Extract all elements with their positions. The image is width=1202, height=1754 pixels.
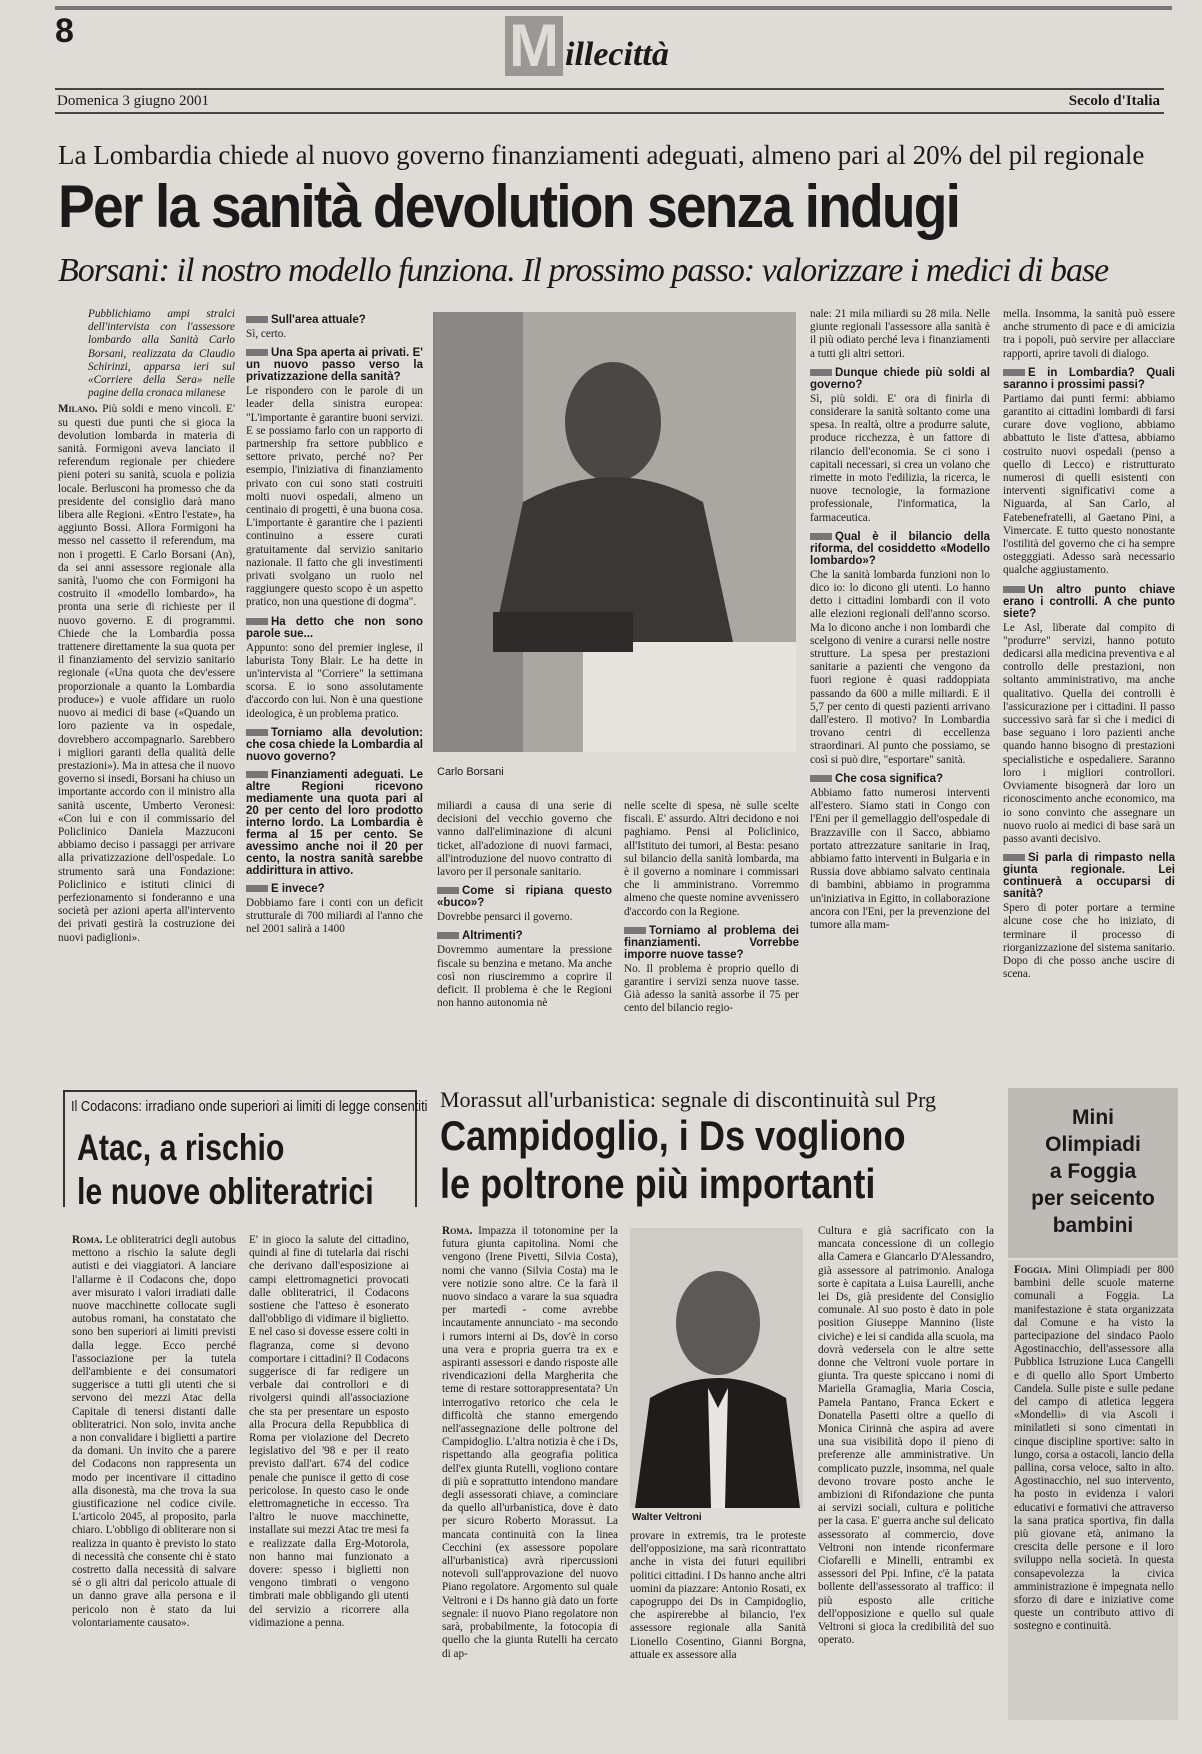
answer: Partiamo dai punti fermi: abbiamo garantito ai cittadini lombardi di farsi curare dove vogliono, abbiamo abbattuto le liste d'attesa, abbiamo costruito nuovi ospedali (penso a quello di Lecco) e ristrutturato numerosi di quelli esistenti con interventi significativi come a Niguarda, al San Carlo, al Fatebenefratelli, al Gaetano Pini, a Vimercate. E tutto questo nonostante l'ostilità del governo che ci ha sempre ostegggiati. Adesso sarà necessario qualche aggiustamento.: [1003, 392, 1175, 577]
main-subheadline: Borsani: il nostro modello funziona. Il prossimo passo: valorizzare i medici di base: [58, 252, 1109, 289]
answer-bold: Finanziamenti adeguati. Le altre Regioni ricevono mediamente una quota pari al 20 per cento del loro prodotto interno lordo. La Lombardia è ferma al 15 per cento. Se avessimo anche noi il 20 per cento, la nostra sanità sarebbe addirittura in attivo.: [246, 768, 423, 877]
question: Una Spa aperta ai privati. E' un nuovo passo verso la privatizzazione della sanità?: [246, 347, 423, 384]
question: Sull'area attuale?: [246, 314, 423, 326]
photo-walter-veltroni: [630, 1228, 803, 1508]
question: Che cosa significa?: [810, 773, 990, 785]
main-overtitle: La Lombardia chiede al nuovo governo finanziamenti adeguati, almeno pari al 20% del pil regionale: [58, 140, 1145, 170]
campidoglio-col-1: Roma. Impazza il totonomine per la futura giunta capitolina. Nomi che vengono (Irene Pivetti, Silvia Costa), nomi che vanno (Silvia Costa) ma le vere notizie sono altre. Ce la farà il nuovo sindaco a varare la sua squadra per martedì - come avrebbe incautamente annunciato - ma secondo i rumors interni ai Ds, dov'è in corso una vera e propria guerra tra ex e aspiranti assessori e dando risposte alle rivendicazioni della Margherita che teme di restare sottorappresentata? Un interrogativo retorico che cela le difficoltà che stanno emergendo nell'assegnazione delle poltrone del Campidoglio. L'altra notizia è che i Ds, rispettando alla geografia politica dell'ex giunta Rutelli, vogliono contare di più e soprattutto intendono mandare degli assessorati chiave, a cominciare da quello all'urbanistica, dove è dato per sicuro Roberto Morassut. La mancata continuità con la linea Cecchini (ex assessore popolare all'urbanistica) avrà ripercussioni notevoli sull'approvazione del nuovo Piano regolatore. Argomento sul quale Veltroni e i Ds hanno già dato un forte segnale: il nuovo Piano regolatore non sarà, probabilmente, la fotocopia di quello che la giunta Rutelli ha cercato di ap-: [442, 1225, 618, 1660]
answer: Dobbiamo fare i conti con un deficit strutturale di 700 miliardi al l'anno che nel 2001 salirà a 1400: [246, 896, 423, 936]
campidoglio-col-2: provare in extremis, tra le proteste dell'opposizione, ma sarà ricontrattato anche in vista dei futuri equilibri politici cittadini. I Ds hanno anche altri uomini da piazzare: Antonio Rosati, ex capogruppo dei Ds in Campidoglio, che aspirerebbe al bilancio, l'ex assessore regionale alla Sanità Lionello Cosentino, Gianni Borgna, attuale ex assessore alla: [630, 1530, 806, 1661]
campidoglio-col-3: Cultura e già sacrificato con la mancata concessione di un collegio alla Camera e Giancarlo D'Alessandro, già assessore al patrimonio. Analoga sorte è capitata a Luisa Laurelli, anche lei Ds, già presidente del Consiglio comunale. Al suo posto è dato in pole position Giuseppe Mannino (liste civiche) e lei si candida alla scuola, ma dovrà vedersela con le altre sette donne che Veltroni vuole portare in giunta. Tra queste spiccano i nomi di Mariella Gramaglia, Maria Coscia, Pamela Pantano, Franca Eckert e Donatella Pasetti oltre a quello di Monica Cirinnà che aspira ad avere una sua visibilità dopo il pieno di preferenze alle amministrative. Un complicato puzzle, insomma, nel quale devono trovare posto anche le ambizioni di Rifondazione che punta ai servizi sociali, cultura e politiche per la casa. E' guerra anche sul delicato assessorato al commercio, dove Veltroni non intende riconfermare Ciofarelli e Minelli, entrambi ex assessori del Ppi. Infine, c'è la patata bollente dell'assessorato al traffico: il più esposto alle critiche dell'opposizione e quello sul quale Veltroni si gioca la credibilità del suo operato.: [818, 1225, 994, 1647]
question: Qual è il bilancio della riforma, del cosiddetto «Modello lombardo»?: [810, 530, 990, 567]
question: E invece?: [246, 883, 423, 895]
photo-carlo-borsani: [433, 312, 796, 752]
question: Si parla di rimpasto nella giunta regionale. Lei continuerà a occuparsi di sanità?: [1003, 852, 1175, 901]
question: E in Lombardia? Quali saranno i prossimi passi?: [1003, 366, 1175, 391]
answer: Appunto: sono del premier inglese, il laburista Tony Blair. Le ha dette in un'intervista al "Corriere" la settimana scorsa. E io sono assolutamente d'accordo con lui. Non è una questione ideologica, è un problema pratico.: [246, 641, 423, 720]
photo-caption: Carlo Borsani: [437, 766, 504, 778]
newspaper-name: Secolo d'Italia: [1068, 93, 1160, 109]
dateline-city: Milano.: [58, 403, 98, 416]
question: Altrimenti?: [437, 930, 612, 942]
main-col-4: nelle scelte di spesa, nè sulle scelte fiscali. E' assurdo. Altri decidono e noi paghiamo. Pensi al Policlinico, all'Istituto dei tumori, al Besta: pesano sul bilancio della sanità lombarda, ma è il governo a nominare i commissari che li amministrano. Vorremmo almeno che queste nomine avvenissero d'accordo con la Regione. Torniamo al problema dei finanziamenti. Vorrebbe imporre nuove tasse? No. Il problema è proprio quello di garantire i servizi senza nuove tasse. Già adesso la sanità assorbe il 75 per cento del bilancio regio-: [624, 800, 799, 1015]
photo-caption-veltroni: Walter Veltroni: [632, 1512, 702, 1523]
campidoglio-kicker: Morassut all'urbanistica: segnale di discontinuità sul Prg: [440, 1087, 937, 1112]
mini-olimpiadi-headline: [1008, 1088, 1178, 1258]
atac-kicker: Il Codacons: irradiano onde superiori ai limiti di legge consentiti: [71, 1098, 428, 1115]
atac-col-2: E' in gioco la salute del cittadino, quindi al fine di tutelarla dai rischi che derivano dall'esposizione ai campi elettromagnetici provocati dalle obliteratrici, il Codacons sostiene che l'atteso è esonerato dall'obbligo di vidimare il biglietto. E nel caso si dovesse essere colti in flagranza, come si devono comportare i cittadini? Il Codacons suggerisce di far redigere un verbale dai controllori e di rivolgersi quindi all'associazione che sta per presentare un esposto alla Procura della Repubblica di Roma per violazione del Decreto legislativo del '98 e per il reato previsto dall'art. 674 del codice penale che punisce il getto di cose pericolose. In questo caso le onde elettromagnetiche in eccesso. Tra l'altro le nuove macchinette, installate sui mezzi Atac tre mesi fa e realizzate dalla Erg-Motorola, non hanno mai funzionato a dovere: spesso i biglietti non vengono timbrati o vengono timbrati male obbligando gli utenti del servizio a ricorrere alla vidimazione a penna.: [249, 1234, 409, 1629]
article-intro: Pubblichiamo ampi stralci dell'intervista con l'assessore lombardo alla Sanità Carlo Borsani, realizzata da Claudio Schirinzi, apparsa ieri sul «Corriere della Sera» nelle pagine della cronaca milanese: [88, 308, 235, 400]
main-col-3: miliardi a causa di una serie di decisioni del vecchio governo che vanno dall'eliminazione di alcuni ticket, all'adozione di nuovi farmaci, all'introduzione del nuovo contratto di lavoro per il personale sanitario. Come si ripiana questo «buco»? Dovrebbe pensarci il governo. Altrimenti? Dovremmo aumentare la pressione fiscale su benzina e metano. Ma anche così non riusciremmo a coprire il deficit. Il problema è che le Regioni non hanno autonomia nè: [437, 800, 612, 1010]
main-col1-text: Più soldi e meno vincoli. E' su questi due punti che si gioca la devolution lombarda in materia di sanità. Formigoni aveva lanciato il referendum regionale per chiedere pieni poteri su sanità, scuola e polizia locale. Berlusconi ha promesso che da presidente del consiglio darà mano libera alle Regioni. «Entro l'estate», ha aggiunto Bossi. Allora Formigoni ha messo nel cassetto il referendum, ma non i progetti. E Carlo Borsani (An), da sei anni assessore regionale alla sanità, l'uomo che con Formigoni ha costruito il «modello lombardo», ha pronta una serie di richieste per il nuovo governo. E di programmi. Chiede che la Lombardia possa trattenere direttamente la sua quota per il finanziamento del servizio sanitario regionale («Una quota che dev'essere proporzionale a quanto la Lombardia produce») e vuole affidare un ruolo nuovo ai medici di base («Quando un loro paziente va in ospedale, dovrebbero accompagnarlo. Sarebbero i migliori garanti della qualità delle prestazioni»). Ma in attesa che il nuovo governo si insedi, Borsani ha chiuso un importante accordo con il ministro alla sanità uscente, Umberto Veronesi: «Con lui e con il commissario del Policlinico Daniela Mazzuconi abbiamo deciso i passaggi per arrivare alla privatizzazione dell'ospedale. Lo strumento sarà una Fondazione: Policlinico e istituti clinici di perfezionamento si fonderanno e una società per azioni aperta all'intervento dei privati gestirà la costruzione dei nuovi padiglioni».: [58, 403, 235, 944]
question: Torniamo al problema dei finanziamenti. Vorrebbe imporre nuove tasse?: [624, 924, 799, 961]
answer: Dovrebbe pensarci il governo.: [437, 911, 573, 924]
question: Ha detto che non sono parole sue...: [246, 615, 423, 640]
main-col-2: [246, 308, 423, 1068]
answer: Le rispondero con le parole di un leader della sinistra europea: "L'importante è garantire buoni servizi. E se possiamo farlo con un rapporto di partnership fra settore pubblico e settore privato, perché no? Per esempio, l'iniziativa di finanziamento privato con cui sono stati costruiti molti nuovi ospedali, almeno un centinaio di progetti, è una buona cosa. L'importante è garantire che i pazienti continuino a essere curati gratuitamente dal servizio sanitario nazionale. Il fatto che gli investimenti privati svolgano un ruolo nel raggiungere questo scopo è un aspetto pratico, non una questione di dogma".: [246, 385, 423, 609]
mini-olimpiadi-text: Foggia. Mini Olimpiadi per 800 bambini delle scuole materne comunali a Foggia. La manifestazione è stata organizzata dal Comune e ha visto la partecipazione del sindaco Paolo Agostinacchio, dell'assessore alla Pubblica Istruzione Luca Cangelli e di quello allo Sport Umberto Candela. Sulle piste e sulle pedane del campo di atletica leggera «Mondelli» di via Ascoli i minilatleti si sono cimentati in cinque discipline sportive: salto in lungo, corsa a ostacoli, lancio della pallina, corsa veloce, salto in alto. Agostinacchio, nel suo intervento, ha posto in evidenza i valori educativi e formativi che attraverso la sana pratica sportiva, fin dalla più giovane età, animano la crescita delle persone e il loro sviluppo nella società. In questa consapevolezza la civica amministrazione è impegnata nello sforzo di dare e iniziative come queste un contributo attivo di sostegno e continuità.: [1014, 1264, 1174, 1633]
answer: Le Asl, liberate dal compito di "produrre" servizi, hanno potuto dedicarsi alla medicina preventiva e al controllo delle prestazioni, non soltanto amministrativo, ma anche qualitativo. Quella dei controlli è l'assicurazione per i cittadini. Il passo successivo sarà far sì che i medici di base seguano i loro pazienti anche quando hanno bisogno di prestazioni specialistiche e ospedaliere. Saranno loro i migliori controllori. Ovviamente bisognerà dar loro un riconoscimento anche economico, ma io sono convinto che assegnare un nuovo ruolo ai medici di base sarà un passo avanti decisivo.: [1003, 621, 1175, 845]
question: Torniamo alla devolution: che cosa chiede la Lombardia al nuovo governo?: [246, 726, 423, 763]
answer: Che la sanità lombarda funzioni non lo dico io: lo dicono gli utenti. Lo hanno detto i cittadini lombardi con il voto alle elezioni regionali dell'anno scorso. Ma lo dicono anche i non lombardi che scelgono di venire a curarsi nelle nostre strutture. La spesa per prestazioni sanitarie a pazienti che vengono da fuori regione è quasi raddoppiata passando da 600 a mille miliardi. E il 5,7 per cento di questi pazienti arrivano dall'estero. Il motivo? In Lombardia trovano centri di eccellenza straordinari. Al punto che possiamo, se così si può dire, "esportare" sanità.: [810, 568, 990, 766]
answer: Sì, certo.: [246, 328, 287, 340]
main-col-5: nale: 21 mila miliardi su 28 mila. Nelle giunte regionali l'assessore alla sanità è il più odiato perché leva i finanziamenti a tutti gli altri settori. Dunque chiede più soldi al governo? Sì, più soldi. E' ora di finirla di considerare la sanità soltanto come una spesa. In realtà, oltre a produrre salute, produce ricchezza, è un fattore di rilancio dell'economia. Se ci sono i capitali necessari, si crea un volano che rimette in moto l'edilizia, la ricerca, le nuove tecnologie, la formazione professionale, l'informatica, la farmaceutica. Qual è il bilancio della riforma, del cosiddetto «Modello lombardo»? Che la sanità lombarda funzioni non lo dico io: lo dicono gli utenti. Lo hanno detto i cittadini lombardi con il voto alle elezioni regionali dell'anno scorso. Ma lo dicono anche i non lombardi che scelgono di venire a curarsi nelle nostre strutture. La spesa per prestazioni sanitarie a pazienti che vengono da fuori regione è quasi raddoppiata passando da 600 a mille miliardi. E il 5,7 per cento di questi pazienti arrivano dall'estero. Il motivo? In Lombardia trovano centri di eccellenza straordinari. Al punto che possiamo, se così si può dire, "esportare" sanità. Che cosa significa? Abbiamo fatto numerosi interventi all'estero. Siamo stati in Congo con l'Eni per il gemellaggio dell'ospedale di Brazzaville con il Sacco, abbiamo portato attrezzature sanitarie in Iraq, abbiamo fatto interventi in Bulgaria e in Russia dove abbiamo salvato centinaia di bambini, abbiamo in programma un'iniziativa in Egitto, in collaborazione ancora con l'Eni, per la prevenzione del tumore alla mam-: [810, 308, 990, 931]
answer: Sì, più soldi. E' ora di finirla di considerare la sanità soltanto come una spesa. In realtà, oltre a produrre salute, produce ricchezza, è un fattore di rilancio dell'economia. Se ci sono i capitali necessari, si crea un volano che rimette in moto l'edilizia, la ricerca, le nuove tecnologie, la formazione professionale, l'informatica, la farmaceutica.: [810, 392, 990, 524]
masthead-title: illecittà: [565, 36, 669, 73]
issue-date: Domenica 3 giugno 2001: [57, 93, 210, 109]
atac-title: Atac, a rischio le nuove obliteratrici: [77, 1127, 374, 1212]
campidoglio-title: Campidoglio, i Ds vogliono le poltrone più importanti: [440, 1112, 906, 1207]
question: Un altro punto chiave erano i controlli. A che punto siete?: [1003, 583, 1175, 620]
top-rule: [55, 6, 1172, 10]
atac-headline-box: [63, 1090, 428, 1212]
atac-col-1: Roma. Le obliteratrici degli autobus mettono a rischio la salute degli autisti e dei viaggiatori. A lanciare l'allarme è il Codacons che, dopo aver misurato i valori irradiati dalle nuove macchinette collocate sugli autobus romani, ha constatato che sono ben superiori ai limiti previsti dalla legge. Ecco perché l'associazione per la tutela dell'ambiente e dei consumatori suggerisce a tutti gli utenti che si servono dei mezzi Atac della Capitale di tenersi distanti dalle obliteratrici. Non solo, invita anche a non convalidare i biglietti a partire da domani. Un invito che a parere del Codacons non rappresenta un modo per incentivare il cittadino alla disonestà, ma che trova la sua giustificazione nel codice civile. L'articolo 2045, al proposito, parla chiaro. L'obbligo di obliterare non si realizza in quanto è previsto lo stato di necessità che consente chi è stato costretto dalla necessità di salvare sé o gli altri dal pericolo attuale di un danno grave alla persona e il pericolo non è stato da lui volontariamente causato».: [72, 1234, 236, 1629]
section-masthead: [505, 12, 735, 80]
main-col-6: mella. Insomma, la sanità può essere anche strumento di pace e di amicizia tra i popoli, può servire per allacciare rapporti, aprire tavoli di dialogo. E in Lombardia? Quali saranno i prossimi passi? Partiamo dai punti fermi: abbiamo garantito ai cittadini lombardi di farsi curare dove vogliono, abbiamo abbattuto le liste d'attesa, abbiamo costruito nuovi ospedali (penso a quello di Lecco) e ristrutturato numerosi di quelli esistenti con interventi significativi come a Niguarda, al San Carlo, al Fatebenefratelli, al Gaetano Pini, a Vimercate. E tutto questo nonostante l'ostilità del governo che ci ha sempre ostegggiati. Adesso sarà necessario qualche aggiustamento. Un altro punto chiave erano i controlli. A che punto siete? Le Asl, liberate dal compito di "produrre" servizi, hanno potuto dedicarsi alla medicina preventiva e al controllo delle prestazioni, non soltanto amministrativo, ma anche qualitativo. Quella dei controlli è l'assicurazione per i cittadini. Il passo successivo sarà far sì che i medici di base seguano i loro pazienti anche quando hanno bisogno di prestazioni specialistiche e ospedaliere. Saranno loro i migliori controllori. Ovviamente bisognerà dar loro un riconoscimento anche economico, ma io sono convinto che assegnare un nuovo ruolo ai medici di base sarà un passo avanti decisivo. Si parla di rimpasto nella giunta regionale. Lei continuerà a occuparsi di sanità? Spero di poter portare a termine alcune cose che ho iniziato, di terminare il processo di riorganizzazione del sistema sanitario. Dopo di che posso anche uscire di scena.: [1003, 308, 1175, 981]
answer: Abbiamo fatto numerosi interventi all'estero. Siamo stati in Congo con l'Eni per il gemellaggio dell'ospedale di Brazzaville con il Sacco, abbiamo portato attrezzature sanitarie in Iraq, abbiamo fatto interventi in Bulgaria e in Russia dove abbiamo salvato centinaia di bambini, abbiamo in programma un'iniziativa in Egitto, in collaborazione ancora con l'Eni, per la prevenzione del tumore alla mam-: [810, 786, 990, 931]
main-headline: Per la sanità devolution senza indugi: [58, 173, 960, 240]
main-col-1: [58, 308, 235, 1068]
masthead-initial: M: [505, 16, 563, 76]
answer: No. Il problema è proprio quello di garantire i servizi senza nuove tasse. Già adesso la sanità assorbe il 75 per cento del bilancio regio-: [624, 962, 799, 1015]
answer: Spero di poter portare a termine alcune cose che ho iniziato, di terminare il processo di riorganizzazione del sistema sanitario. Dopo di che posso anche uscire di scena.: [1003, 902, 1175, 981]
question: Come si ripiana questo «buco»?: [437, 885, 612, 910]
dateline: [55, 88, 1164, 114]
mini-title: Mini Olimpiadi a Foggia per seicento bambini: [1031, 1106, 1155, 1237]
page-number: 8: [55, 12, 74, 50]
answer: Dovremmo aumentare la pressione fiscale su benzina e metano. Ma anche così non riusciremmo a coprire il deficit. Il problema è che le Regioni non hanno autonomia nè: [437, 944, 612, 1010]
question: Dunque chiede più soldi al governo?: [810, 366, 990, 391]
